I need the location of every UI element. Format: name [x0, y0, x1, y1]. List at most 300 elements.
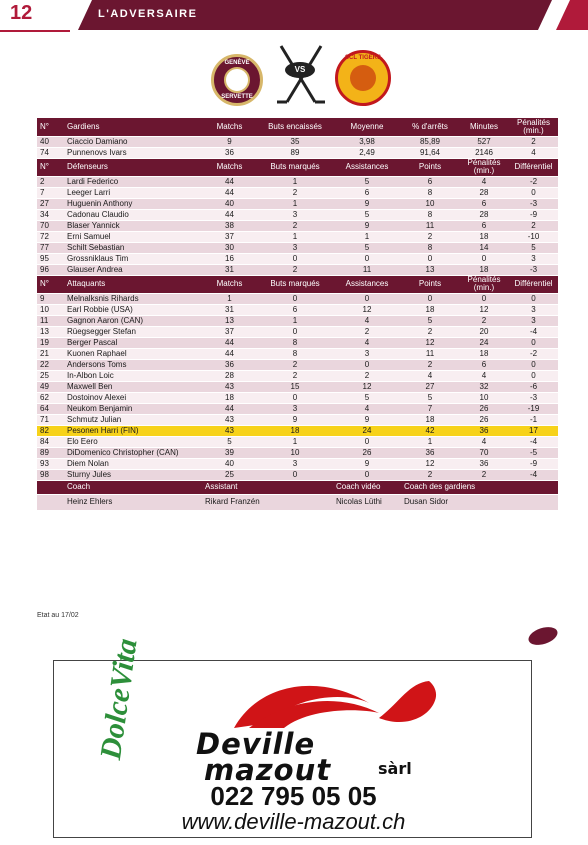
- stat-cell: 36: [459, 458, 509, 469]
- stat-cell: 11: [401, 348, 459, 359]
- column-header: Défenseurs: [64, 158, 202, 176]
- column-header: Buts marqués: [257, 275, 333, 293]
- stat-cell: 26: [459, 403, 509, 414]
- staff-values-row: [37, 494, 558, 510]
- column-header: Matchs: [202, 158, 257, 176]
- column-header: Attaquants: [64, 275, 202, 293]
- puck-icon: [526, 624, 559, 648]
- stat-cell: 28: [459, 187, 509, 198]
- stat-cell: 0: [401, 293, 459, 304]
- stat-cell: 74: [37, 147, 64, 158]
- stat-cell: 44: [202, 187, 257, 198]
- stat-cell: 3: [333, 348, 401, 359]
- column-header: Pénalités (min.): [509, 118, 558, 136]
- stat-cell: 0: [509, 359, 558, 370]
- player-name: Sturny Jules: [64, 469, 202, 480]
- stat-cell: 1: [257, 198, 333, 209]
- stat-cell: 26: [333, 447, 401, 458]
- staff-name: Rikard Franzén: [202, 494, 333, 510]
- player-name: Cadonau Claudio: [64, 209, 202, 220]
- column-header: Pénalités (min.): [459, 275, 509, 293]
- stat-cell: 8: [401, 209, 459, 220]
- brand-suffix: sàrl: [378, 759, 412, 778]
- stat-cell: 0: [509, 187, 558, 198]
- page-number: 12: [10, 2, 33, 24]
- stat-cell: -6: [509, 381, 558, 392]
- stat-cell: 0: [257, 326, 333, 337]
- stat-cell: 9: [333, 414, 401, 425]
- stat-cell: 0: [333, 293, 401, 304]
- staff-name: Dusan Sidor: [401, 494, 558, 510]
- stat-cell: 8: [401, 187, 459, 198]
- column-header: Points: [401, 275, 459, 293]
- matchup-logos: [205, 42, 395, 110]
- stat-cell: 24: [459, 337, 509, 348]
- player-name: Glauser Andrea: [64, 264, 202, 275]
- stat-cell: 44: [202, 337, 257, 348]
- player-row: [37, 176, 558, 187]
- stat-cell: 17: [509, 425, 558, 436]
- stat-cell: -2: [509, 176, 558, 187]
- stat-cell: 3: [257, 209, 333, 220]
- column-header: Pénalités (min.): [459, 158, 509, 176]
- column-header: Moyenne: [333, 118, 401, 136]
- stat-cell: 5: [509, 242, 558, 253]
- player-name: Punnenovs Ivars: [64, 147, 202, 158]
- stat-cell: 72: [37, 231, 64, 242]
- player-row: [37, 253, 558, 264]
- stat-cell: 4: [459, 176, 509, 187]
- stat-cell: 5: [202, 436, 257, 447]
- stat-cell: 4: [509, 147, 558, 158]
- player-name: Lardi Federico: [64, 176, 202, 187]
- stat-cell: 14: [459, 242, 509, 253]
- stat-cell: 18: [459, 348, 509, 359]
- stat-cell: 0: [333, 359, 401, 370]
- stat-cell: 13: [401, 264, 459, 275]
- player-row: [37, 315, 558, 326]
- stat-cell: 3,98: [333, 136, 401, 147]
- player-row: [37, 293, 558, 304]
- stat-cell: 0: [257, 293, 333, 304]
- stat-cell: 3: [509, 315, 558, 326]
- stat-cell: 5: [401, 392, 459, 403]
- stat-cell: 44: [202, 348, 257, 359]
- player-name: Huguenin Anthony: [64, 198, 202, 209]
- stat-cell: 18: [401, 304, 459, 315]
- stat-cell: 4: [333, 403, 401, 414]
- stat-cell: 44: [202, 209, 257, 220]
- stat-cell: 70: [459, 447, 509, 458]
- stat-cell: -1: [509, 414, 558, 425]
- player-row: [37, 147, 558, 158]
- stat-cell: 98: [37, 469, 64, 480]
- player-name: Dostoinov Alexei: [64, 392, 202, 403]
- player-row: [37, 381, 558, 392]
- player-name: Berger Pascal: [64, 337, 202, 348]
- stat-cell: 28: [202, 370, 257, 381]
- stat-cell: 37: [202, 326, 257, 337]
- column-header: Matchs: [202, 118, 257, 136]
- stat-cell: 12: [333, 381, 401, 392]
- stat-cell: 36: [401, 447, 459, 458]
- status-date-note: Etat au 17/02: [37, 612, 79, 619]
- stat-cell: 0: [509, 370, 558, 381]
- stat-cell: 6: [459, 359, 509, 370]
- stat-cell: 36: [202, 359, 257, 370]
- stat-cell: 40: [202, 198, 257, 209]
- stat-cell: 1: [257, 436, 333, 447]
- stat-cell: 1: [202, 293, 257, 304]
- flame-logo-icon: [229, 673, 444, 733]
- scl-tigers-logo: [335, 50, 391, 106]
- stat-cell: 6: [257, 304, 333, 315]
- stat-cell: 0: [509, 337, 558, 348]
- stat-cell: 6: [459, 198, 509, 209]
- stat-cell: 10: [401, 198, 459, 209]
- column-header: Gardiens: [64, 118, 202, 136]
- stat-cell: 5: [333, 209, 401, 220]
- stat-cell: 91,64: [401, 147, 459, 158]
- stat-cell: 18: [202, 392, 257, 403]
- stat-cell: 0: [257, 469, 333, 480]
- geneve-servette-logo: [211, 54, 263, 106]
- player-row: [37, 436, 558, 447]
- player-row: [37, 326, 558, 337]
- column-header: Matchs: [202, 275, 257, 293]
- stat-cell: 89: [257, 147, 333, 158]
- stat-cell: 0: [333, 436, 401, 447]
- stat-cell: 35: [257, 136, 333, 147]
- player-row: [37, 242, 558, 253]
- stat-cell: -9: [509, 458, 558, 469]
- player-row: [37, 304, 558, 315]
- stat-cell: 3: [257, 403, 333, 414]
- column-header: Différentiel: [509, 275, 558, 293]
- home-logo-bottom-text: SERVETTE: [221, 94, 253, 100]
- stat-cell: 2: [333, 326, 401, 337]
- stat-cell: 4: [401, 370, 459, 381]
- stat-cell: -5: [509, 447, 558, 458]
- stat-cell: 8: [257, 337, 333, 348]
- stat-cell: 30: [202, 242, 257, 253]
- player-row: [37, 469, 558, 480]
- stat-cell: 36: [459, 425, 509, 436]
- stat-cell: 71: [37, 414, 64, 425]
- staff-role-header: Coach vidéo: [333, 480, 401, 494]
- stat-cell: 49: [37, 381, 64, 392]
- stat-cell: 6: [459, 220, 509, 231]
- staff-name: Nicolas Lüthi: [333, 494, 401, 510]
- stat-cell: 16: [202, 253, 257, 264]
- brand-name-line1: Deville: [196, 727, 316, 761]
- player-name: In-Albon Loic: [64, 370, 202, 381]
- player-row: [37, 370, 558, 381]
- home-logo-emblem: [224, 67, 250, 93]
- stat-cell: -10: [509, 231, 558, 242]
- stat-cell: 0: [257, 392, 333, 403]
- staff-spacer: [37, 480, 64, 494]
- deville-mazout-advertisement[interactable]: [53, 636, 532, 838]
- stat-cell: 3: [509, 253, 558, 264]
- stat-cell: 2: [509, 136, 558, 147]
- stat-cell: 15: [257, 381, 333, 392]
- stat-cell: 0: [257, 253, 333, 264]
- player-row: [37, 447, 558, 458]
- staff-role-header: Coach: [64, 480, 202, 494]
- player-row: [37, 136, 558, 147]
- stat-cell: 0: [459, 293, 509, 304]
- player-row: [37, 337, 558, 348]
- stat-cell: 2: [257, 187, 333, 198]
- stat-cell: -3: [509, 198, 558, 209]
- stat-cell: 4: [459, 370, 509, 381]
- stat-cell: 8: [257, 348, 333, 359]
- player-row: [37, 220, 558, 231]
- dolcevita-logo: DolceVita: [94, 636, 144, 762]
- stat-cell: 18: [257, 425, 333, 436]
- player-row: [37, 187, 558, 198]
- stat-cell: 18: [459, 231, 509, 242]
- stat-cell: 9: [202, 136, 257, 147]
- stat-cell: 43: [202, 381, 257, 392]
- stat-cell: 62: [37, 392, 64, 403]
- player-name: Erni Samuel: [64, 231, 202, 242]
- player-row: [37, 209, 558, 220]
- stat-cell: 38: [202, 220, 257, 231]
- column-header: N°: [37, 158, 64, 176]
- stat-cell: 6: [333, 187, 401, 198]
- stat-cell: -2: [509, 348, 558, 359]
- stat-cell: 9: [333, 220, 401, 231]
- stat-cell: 0: [509, 293, 558, 304]
- stat-cell: 5: [333, 392, 401, 403]
- player-name: Pesonen Harri (FIN): [64, 425, 202, 436]
- ad-website-link[interactable]: www.deville-mazout.ch: [181, 809, 406, 834]
- stat-cell: 5: [401, 315, 459, 326]
- column-header: Minutes: [459, 118, 509, 136]
- stat-cell: 7: [401, 403, 459, 414]
- stat-cell: 85,89: [401, 136, 459, 147]
- stat-cell: 93: [37, 458, 64, 469]
- stat-cell: 2: [333, 370, 401, 381]
- stat-cell: 0: [401, 253, 459, 264]
- stat-cell: 31: [202, 304, 257, 315]
- page-header: [0, 0, 588, 32]
- column-header: N°: [37, 275, 64, 293]
- stat-cell: 12: [333, 304, 401, 315]
- stat-cell: 0: [333, 469, 401, 480]
- stat-cell: 70: [37, 220, 64, 231]
- header-tab: [556, 0, 588, 30]
- stat-cell: 43: [202, 414, 257, 425]
- stat-cell: 36: [202, 147, 257, 158]
- stat-cell: 10: [459, 392, 509, 403]
- column-header: Assistances: [333, 275, 401, 293]
- stat-cell: 2: [401, 231, 459, 242]
- column-header: Buts encaissés: [257, 118, 333, 136]
- stat-cell: 22: [37, 359, 64, 370]
- stat-cell: 2: [401, 359, 459, 370]
- ad-phone-number: 022 795 05 05: [210, 781, 377, 811]
- player-row: [37, 198, 558, 209]
- stat-cell: 11: [333, 264, 401, 275]
- stat-cell: 84: [37, 436, 64, 447]
- stat-cell: 28: [459, 209, 509, 220]
- stat-cell: 18: [401, 414, 459, 425]
- player-name: Ciaccio Damiano: [64, 136, 202, 147]
- stat-cell: 32: [459, 381, 509, 392]
- player-name: Schmutz Julian: [64, 414, 202, 425]
- stat-cell: -3: [509, 264, 558, 275]
- stat-cell: 27: [401, 381, 459, 392]
- player-row: [37, 392, 558, 403]
- player-name: Neukom Benjamin: [64, 403, 202, 414]
- stat-cell: 44: [202, 176, 257, 187]
- stat-cell: 77: [37, 242, 64, 253]
- stat-cell: 19: [37, 337, 64, 348]
- stat-cell: 2: [257, 220, 333, 231]
- stat-cell: 11: [401, 220, 459, 231]
- stat-cell: 1: [257, 231, 333, 242]
- stat-cell: 12: [401, 458, 459, 469]
- stat-cell: 9: [333, 198, 401, 209]
- versus-sticks-icon: [275, 42, 327, 108]
- stat-cell: -3: [509, 392, 558, 403]
- stat-cell: 2: [37, 176, 64, 187]
- stat-cell: 2: [509, 220, 558, 231]
- stat-cell: 2146: [459, 147, 509, 158]
- player-name: Elo Eero: [64, 436, 202, 447]
- stat-cell: 2: [257, 359, 333, 370]
- player-name: Kuonen Raphael: [64, 348, 202, 359]
- column-header: Points: [401, 158, 459, 176]
- player-name: Grossniklaus Tim: [64, 253, 202, 264]
- forwards-header-row: [37, 275, 558, 293]
- player-name: Schilt Sebastian: [64, 242, 202, 253]
- player-name: Leeger Larri: [64, 187, 202, 198]
- stat-cell: 3: [257, 458, 333, 469]
- stat-cell: 25: [202, 469, 257, 480]
- stat-cell: 4: [459, 436, 509, 447]
- stat-cell: 7: [37, 187, 64, 198]
- player-name: Diem Nolan: [64, 458, 202, 469]
- column-header: N°: [37, 118, 64, 136]
- stat-cell: 26: [459, 414, 509, 425]
- player-name: Earl Robbie (USA): [64, 304, 202, 315]
- stat-cell: 2: [257, 370, 333, 381]
- staff-name: Heinz Ehlers: [64, 494, 202, 510]
- player-row: [37, 414, 558, 425]
- stat-cell: 95: [37, 253, 64, 264]
- stat-cell: 39: [202, 447, 257, 458]
- stat-cell: 20: [459, 326, 509, 337]
- player-name: Melnalksnis Rihards: [64, 293, 202, 304]
- stat-cell: 5: [333, 176, 401, 187]
- stat-cell: 12: [401, 337, 459, 348]
- player-row: [37, 458, 558, 469]
- away-logo-text: SCL TIGERS: [345, 55, 381, 61]
- stat-cell: 89: [37, 447, 64, 458]
- tiger-face-icon: [350, 65, 376, 91]
- stat-cell: 2: [459, 315, 509, 326]
- stat-cell: 82: [37, 425, 64, 436]
- player-name: Blaser Yannick: [64, 220, 202, 231]
- player-name: Gagnon Aaron (CAN): [64, 315, 202, 326]
- stat-cell: -4: [509, 469, 558, 480]
- column-header: Différentiel: [509, 158, 558, 176]
- stat-cell: 4: [333, 315, 401, 326]
- player-name: DiDomenico Christopher (CAN): [64, 447, 202, 458]
- stat-cell: 2,49: [333, 147, 401, 158]
- stat-cell: -19: [509, 403, 558, 414]
- stat-cell: 37: [202, 231, 257, 242]
- stat-cell: 13: [37, 326, 64, 337]
- brand-name-line2: mazout: [204, 753, 332, 787]
- stat-cell: -4: [509, 436, 558, 447]
- column-header: Buts marqués: [257, 158, 333, 176]
- vs-puck: VS: [285, 62, 315, 78]
- player-row: [37, 425, 558, 436]
- stat-cell: 40: [37, 136, 64, 147]
- stat-cell: 9: [257, 414, 333, 425]
- stat-cell: -4: [509, 326, 558, 337]
- player-row: [37, 264, 558, 275]
- stat-cell: 9: [333, 458, 401, 469]
- stat-cell: 2: [401, 326, 459, 337]
- stat-cell: 12: [459, 304, 509, 315]
- staff-spacer: [37, 494, 64, 510]
- player-name: Maxwell Ben: [64, 381, 202, 392]
- stat-cell: 96: [37, 264, 64, 275]
- stat-cell: 34: [37, 209, 64, 220]
- stat-cell: 64: [37, 403, 64, 414]
- stat-cell: 0: [333, 253, 401, 264]
- stat-cell: -9: [509, 209, 558, 220]
- stat-cell: 1: [401, 436, 459, 447]
- stat-cell: 2: [459, 469, 509, 480]
- stat-cell: 18: [459, 264, 509, 275]
- stat-cell: 5: [333, 242, 401, 253]
- staff-role-header: Coach des gardiens: [401, 480, 558, 494]
- stat-cell: 11: [37, 315, 64, 326]
- home-logo-top-text: GENÈVE: [224, 60, 250, 66]
- stat-cell: 21: [37, 348, 64, 359]
- player-row: [37, 348, 558, 359]
- stats-table: [37, 118, 558, 511]
- stat-cell: 1: [257, 176, 333, 187]
- goalies-header-row: [37, 118, 558, 136]
- player-name: Rüegsegger Stefan: [64, 326, 202, 337]
- stat-cell: 40: [202, 458, 257, 469]
- stat-cell: 31: [202, 264, 257, 275]
- stat-cell: 1: [333, 231, 401, 242]
- header-accent-line: [0, 30, 70, 32]
- stat-cell: 10: [37, 304, 64, 315]
- stat-cell: 44: [202, 403, 257, 414]
- stat-cell: 27: [37, 198, 64, 209]
- stat-cell: 24: [333, 425, 401, 436]
- stat-cell: 3: [257, 242, 333, 253]
- player-row: [37, 403, 558, 414]
- stat-cell: 9: [37, 293, 64, 304]
- player-name: Andersons Toms: [64, 359, 202, 370]
- staff-header-row: [37, 480, 558, 494]
- stat-cell: 1: [257, 315, 333, 326]
- stat-cell: 6: [401, 176, 459, 187]
- column-header: Assistances: [333, 158, 401, 176]
- player-row: [37, 359, 558, 370]
